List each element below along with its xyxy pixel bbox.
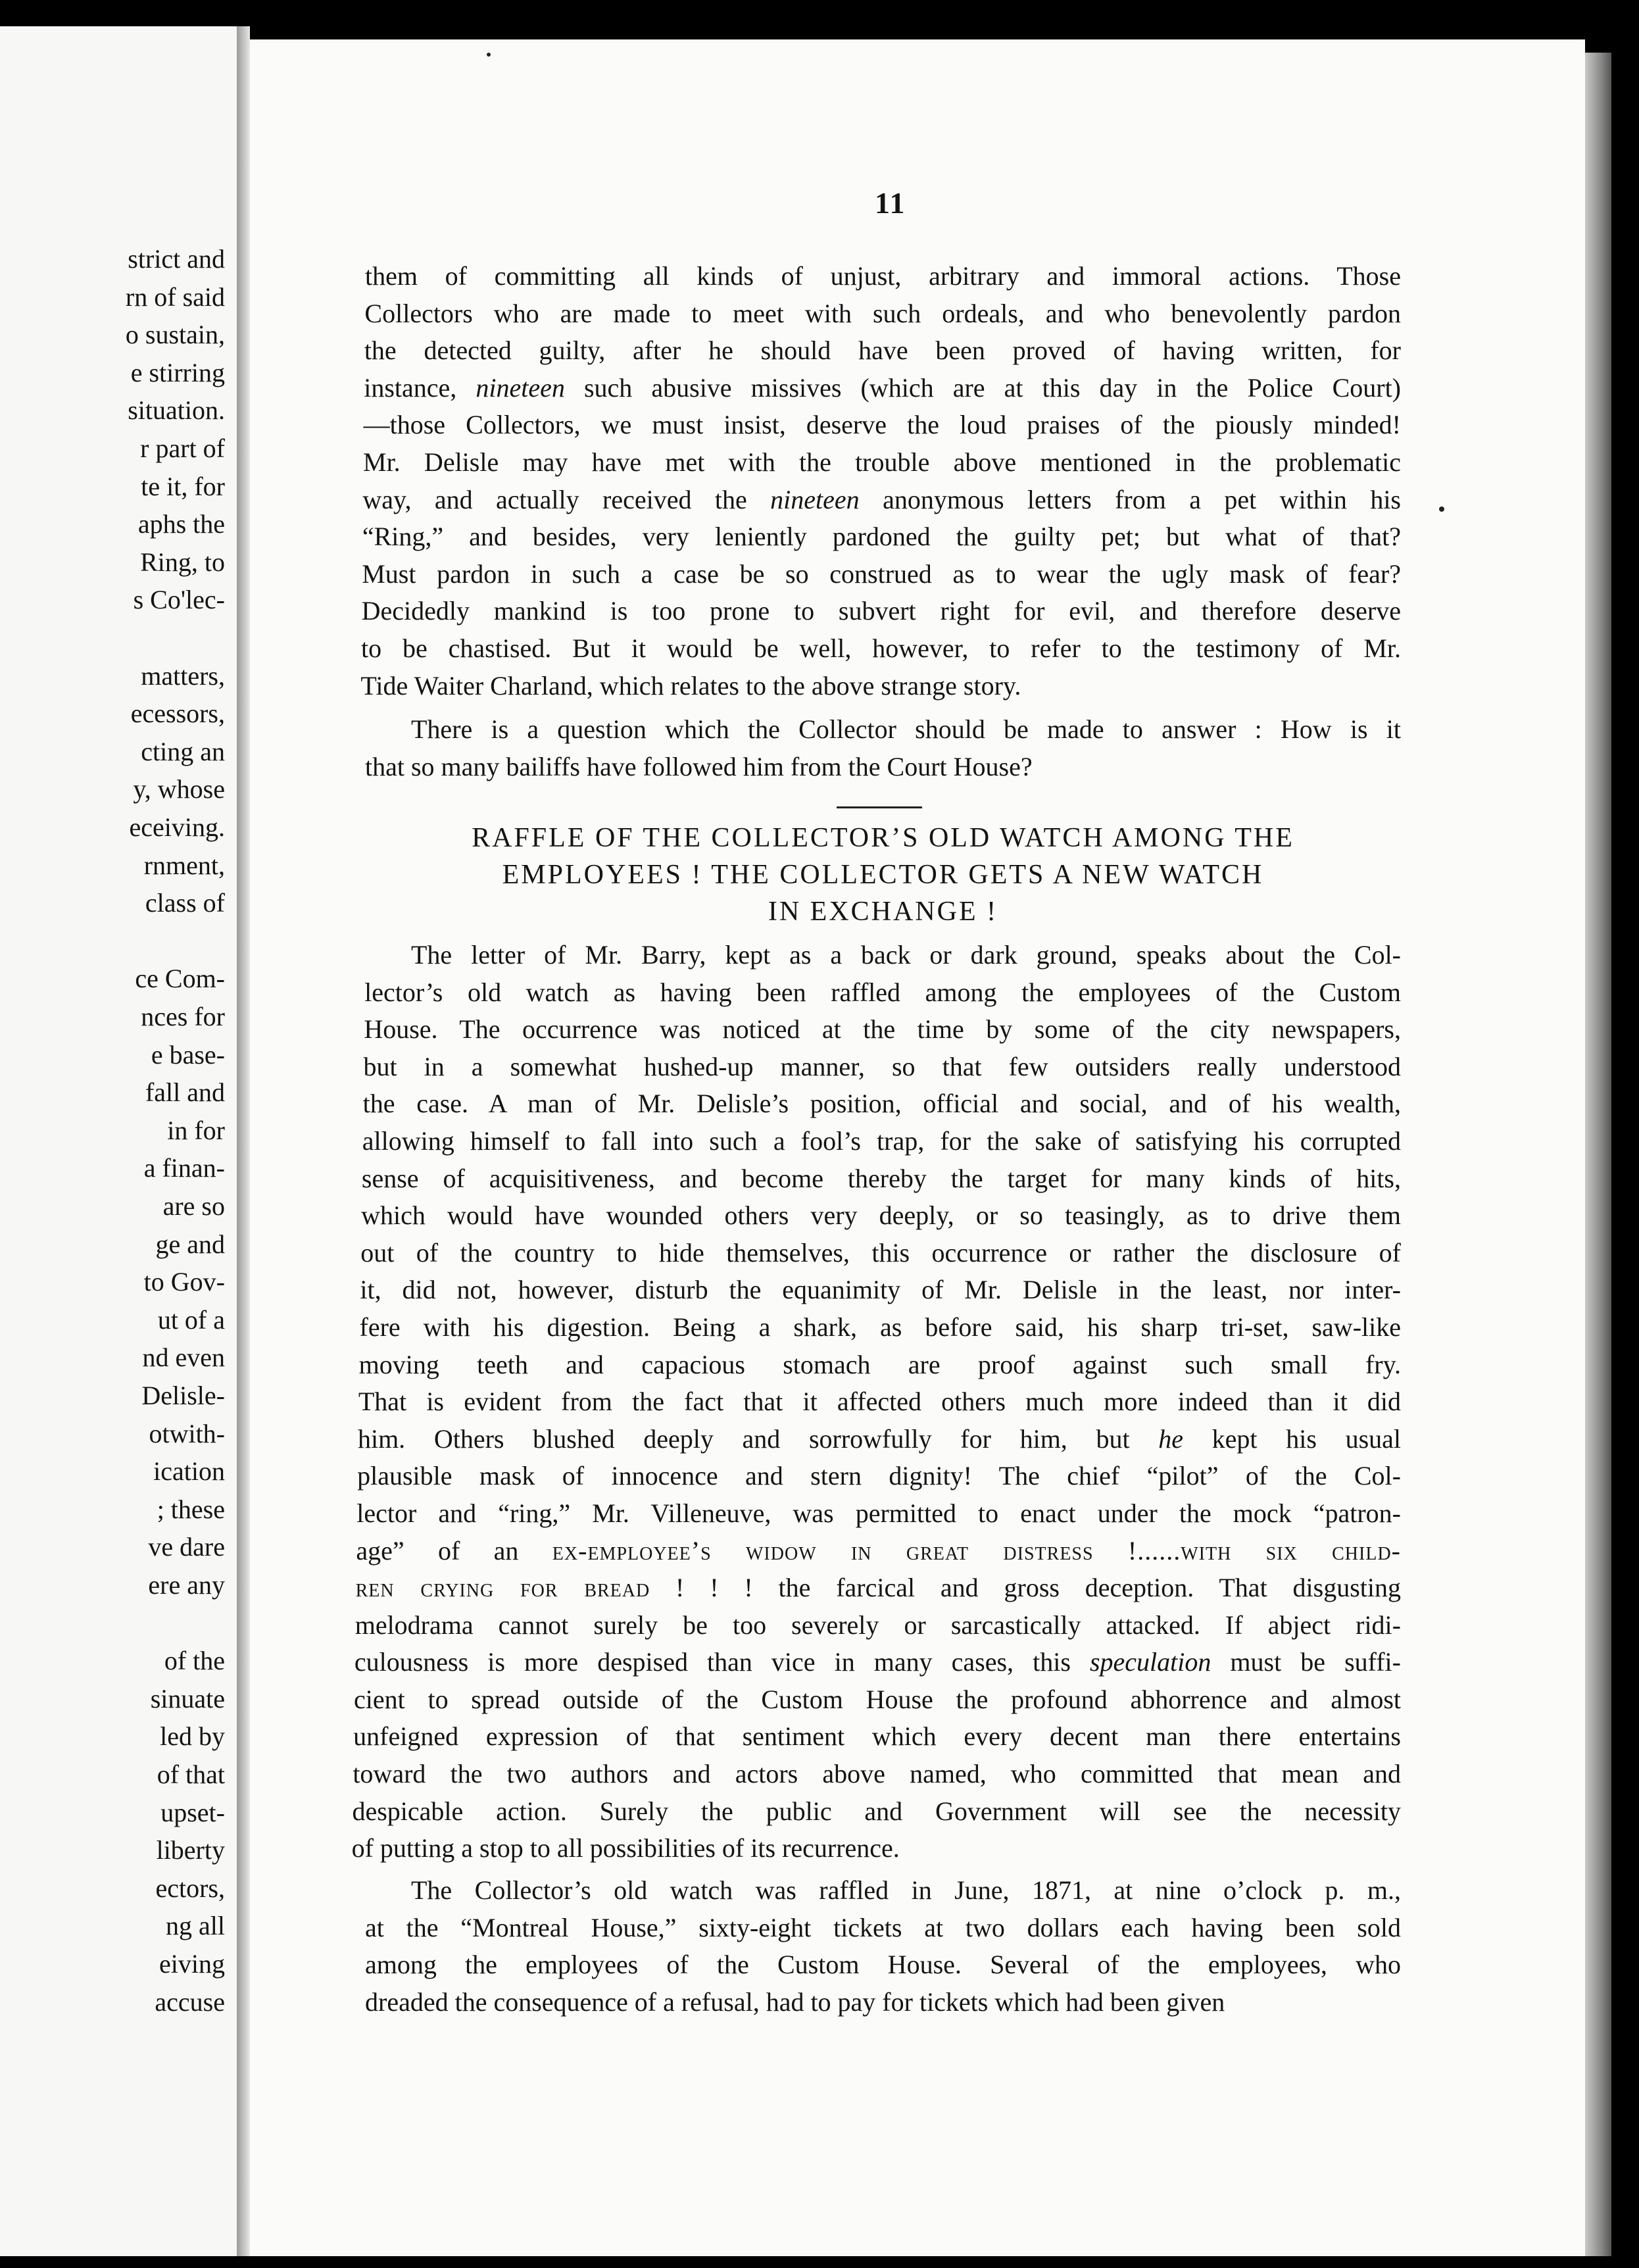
left-page-line: in for — [167, 1115, 225, 1145]
left-page-line: of that — [157, 1760, 225, 1789]
page-number: 11 — [875, 186, 906, 220]
text-line: at the “Montreal House,” sixty-eight tickets at two dollars each having been sold — [365, 1912, 1401, 1942]
text-line: The letter of Mr. Barry, kept as a back or dark ground, speaks about the Col- — [411, 940, 1401, 970]
heading-line: RAFFLE OF THE COLLECTOR’S OLD WATCH AMONG THE — [472, 823, 1294, 853]
text-line: “Ring,” and besides, very leniently pardoned the guilty pet; but what of that? — [362, 522, 1401, 552]
text-line: him. Others blushed deeply and sorrowfully for him, but he kept his usual — [357, 1423, 1401, 1454]
heading-line: IN EXCHANGE ! — [768, 897, 998, 927]
text-line: that so many bailiffs have followed him from the Court House? — [365, 751, 1033, 781]
text-line: unfeigned expression of that sentiment which every decent man there entertains — [353, 1721, 1401, 1752]
paragraph-1 — [360, 258, 1401, 704]
small-caps-text: ren crying for bread — [355, 1573, 650, 1603]
small-caps-text: ex-employee’s widow in great distress !......with six child- — [552, 1535, 1401, 1565]
text-line: Mr. Delisle may have met with the trouble above mentioned in the problematic — [363, 447, 1401, 477]
left-page-line: ere any — [148, 1570, 225, 1600]
text-line: of putting a stop to all possibilities of its recurrence. — [351, 1833, 900, 1863]
section-heading — [365, 820, 1401, 930]
left-page-line: a finan- — [143, 1153, 225, 1183]
left-page-line: Ring, to — [140, 547, 225, 577]
text-line: melodrama cannot surely be too severely or sarcastically attacked. If abject ridi- — [355, 1610, 1401, 1640]
left-page-line: accuse — [155, 1986, 225, 2017]
text-line: —those Collectors, we must insist, deserve the loud praises of the piously minded! — [363, 410, 1401, 440]
text-line: the detected guilty, after he should have been proved of having written, for — [364, 335, 1401, 366]
left-page-line: class of — [145, 888, 225, 918]
text-line: age” of an ex-employee’s widow in great distress !......with six child- — [356, 1535, 1401, 1565]
left-page-line: y, whose — [133, 774, 225, 804]
text-line: toward the two authors and actors above named, who committed that mean and — [353, 1759, 1401, 1789]
left-page-line: rnment, — [143, 850, 225, 880]
text-line: but in a somewhat hushed-up manner, so that few outsiders really understood — [363, 1051, 1401, 1081]
italic-text: nineteen — [770, 484, 860, 514]
left-page-line: of the — [164, 1646, 225, 1676]
left-page-line: Delisle- — [141, 1381, 225, 1410]
text-line: Decidedly mankind is too prone to subvert right for evil, and therefore deserve — [361, 596, 1401, 626]
text-line: That is evident from the fact that it affected others much more indeed than it did — [358, 1387, 1401, 1417]
left-page-line: ecessors, — [130, 699, 225, 729]
left-page-line: liberty — [156, 1835, 225, 1865]
italic-text: he — [1158, 1423, 1184, 1454]
italic-text: speculation — [1089, 1647, 1211, 1677]
left-page-line: eceiving. — [129, 812, 225, 842]
left-page-line: ge and — [155, 1229, 225, 1259]
left-page-line: otwith- — [149, 1418, 225, 1448]
heading-line: EMPLOYEES ! THE COLLECTOR GETS A NEW WATCH — [502, 860, 1264, 890]
ink-speck — [1439, 506, 1444, 512]
page-edge-shadow — [1585, 53, 1611, 2256]
left-page-line: rn of said — [125, 282, 225, 312]
left-page-line: ng all — [166, 1911, 225, 1941]
left-page-line: ication — [153, 1456, 225, 1487]
text-line: House. The occurrence was noticed at the time by some of the city newspapers, — [364, 1014, 1401, 1045]
left-page-line: sinuate — [150, 1683, 225, 1713]
left-page-line: matters, — [141, 660, 225, 691]
left-page-line: e base- — [151, 1039, 225, 1070]
text-line: Must pardon in such a case be so construed as to wear the ugly mask of fear? — [362, 558, 1401, 589]
section-divider — [837, 806, 922, 808]
paragraph-4 — [365, 1872, 1401, 2021]
left-page-line: ve dare — [148, 1532, 225, 1562]
text-line: way, and actually received the nineteen anonymous letters from a pet within his — [362, 484, 1401, 514]
text-line: lector’s old watch as having been raffled among the employees of the Custom — [364, 977, 1401, 1007]
left-page-line: nd even — [142, 1343, 225, 1373]
left-page-line: upset- — [160, 1797, 225, 1827]
text-line: Tide Waiter Charland, which relates to the above strange story. — [360, 670, 1021, 701]
left-page-line: ce Com- — [135, 964, 225, 994]
text-line: The Collector’s old watch was raffled in June, 1871, at nine o’clock p. m., — [411, 1875, 1401, 1905]
text-line: moving teeth and capacious stomach are proof against such small fry. — [358, 1349, 1401, 1379]
left-page-fragment — [0, 26, 238, 2256]
left-page-line: ; these — [157, 1494, 225, 1524]
left-page-line: ectors, — [155, 1873, 225, 1903]
left-page-line: eiving — [159, 1949, 225, 1979]
text-line: them of committing all kinds of unjust, arbitrary and immoral actions. Those — [365, 261, 1401, 291]
left-page-line: are so — [162, 1191, 225, 1221]
text-line: instance, nineteen such abusive missives (which are at this day in the Police Court) — [364, 372, 1401, 403]
text-line: it, did not, however, disturb the equanimity of Mr. Delisle in the least, nor inter- — [360, 1275, 1401, 1305]
left-page-line: o sustain, — [125, 320, 225, 350]
text-line: There is a question which the Collector should be made to answer : How is it — [411, 714, 1401, 744]
text-line: cient to spread outside of the Custom House the profound abhorrence and almost — [354, 1684, 1401, 1714]
text-line: sense of acquisitiveness, and become thereby the target for many kinds of hits, — [361, 1163, 1401, 1193]
left-page-line: r part of — [140, 433, 225, 463]
left-page-line: te it, for — [141, 471, 225, 501]
left-page-line: s Co'lec- — [133, 585, 225, 615]
text-line: allowing himself to fall into such a fool’s trap, for the sake of satisfying his corrupted — [362, 1125, 1401, 1156]
text-line: lector and “ring,” Mr. Villeneuve, was permitted to enact under the mock “patron- — [356, 1498, 1401, 1528]
ink-speck — [487, 53, 491, 57]
text-line: dreaded the consequence of a refusal, had to pay for tickets which had been given — [365, 1986, 1225, 2017]
text-line: out of the country to hide themselves, this occurrence or rather the disclosure of — [360, 1237, 1401, 1268]
left-page-line: strict and — [128, 244, 225, 274]
book-gutter — [237, 26, 250, 2256]
paragraph-3 — [351, 937, 1401, 1867]
paragraph-2 — [365, 711, 1401, 785]
text-line: the case. A man of Mr. Delisle’s position, official and social, and of his wealth, — [362, 1089, 1401, 1119]
left-page-line: situation. — [128, 395, 225, 426]
left-page-line: fall and — [145, 1077, 225, 1108]
text-line: fere with his digestion. Being a shark, as before said, his sharp tri-set, saw-like — [359, 1312, 1401, 1342]
text-line: plausible mask of innocence and stern dignity! The chief “pilot” of the Col- — [357, 1461, 1401, 1491]
text-line: despicable action. Surely the public and Government will see the necessity — [352, 1796, 1401, 1826]
text-line: ren crying for bread ! ! ! the farcical and gross deception. That disgusting — [355, 1573, 1401, 1603]
left-page-line: e stirring — [130, 357, 225, 387]
left-page-line: aphs the — [137, 509, 225, 539]
left-page-line: cting an — [141, 736, 225, 766]
text-line: culousness is more despised than vice in many cases, this speculation must be suffi- — [354, 1647, 1401, 1677]
left-page-line: to Gov- — [143, 1267, 225, 1297]
left-page-line: led by — [160, 1721, 225, 1752]
text-line: to be chastised. But it would be well, however, to refer to the testimony of Mr. — [361, 633, 1401, 663]
italic-text: nineteen — [476, 372, 565, 403]
left-page-line: nces for — [141, 1002, 225, 1031]
text-line: Collectors who are made to meet with such ordeals, and who benevolently pardon — [364, 298, 1401, 328]
left-page-line: ut of a — [157, 1304, 225, 1335]
text-line: among the employees of the Custom House. Several of the employees, who — [365, 1950, 1401, 1980]
text-line: which would have wounded others very deeply, or so teasingly, as to drive them — [361, 1200, 1401, 1231]
